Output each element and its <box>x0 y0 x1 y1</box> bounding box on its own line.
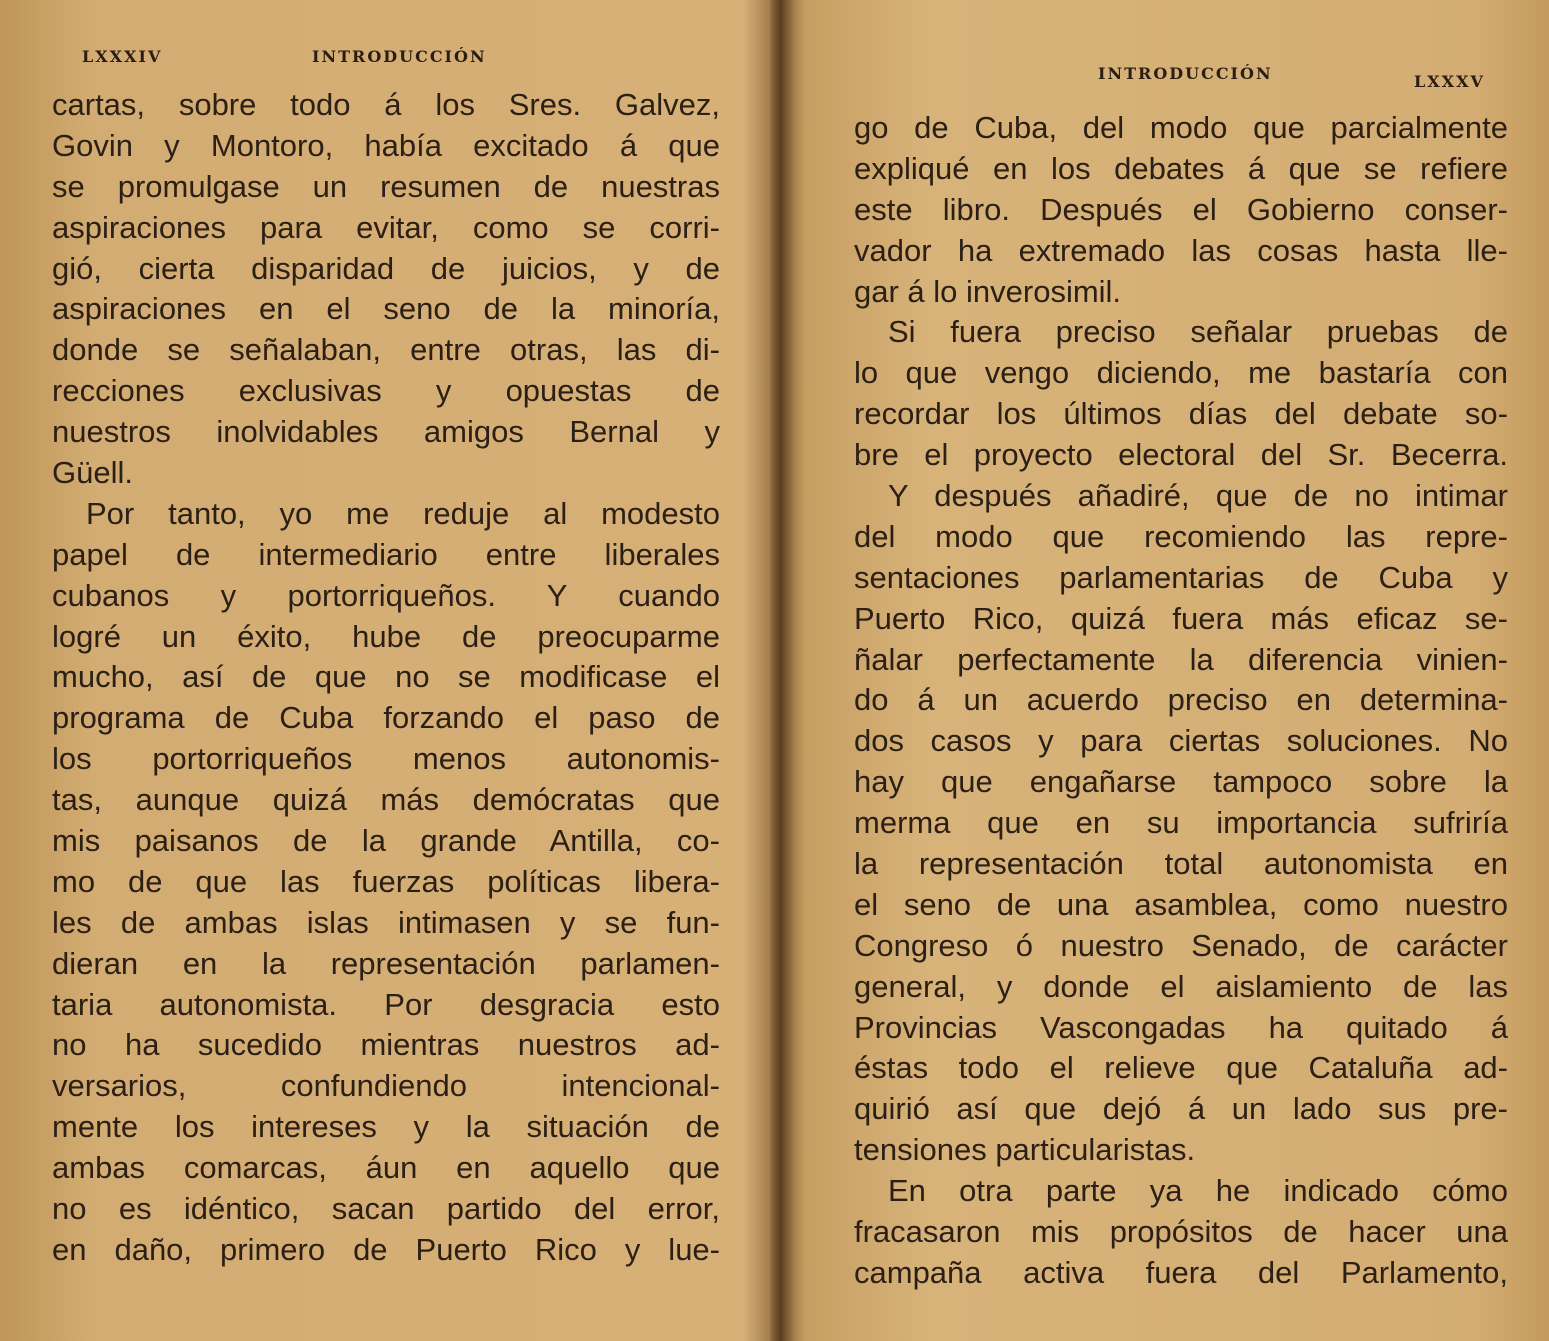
text-line: Si fuera preciso señalar pruebas de <box>888 314 1508 350</box>
text-line: programa de Cuba forzando el paso de <box>52 700 720 736</box>
text-line: versarios, confundiendo intencional- <box>52 1068 720 1104</box>
text-line: papel de intermediario entre liberales <box>52 536 720 572</box>
right-folio: LXXXV <box>1414 72 1485 91</box>
text-line: ambas comarcas, áun en aquello que <box>52 1150 720 1186</box>
text-line: éstas todo el relieve que Cataluña ad- <box>854 1050 1508 1086</box>
text-line: Y después añadiré, que de no intimar <box>888 478 1508 514</box>
text-line: tas, aunque quizá más demócratas que <box>52 782 720 818</box>
text-line: hay que engañarse tampoco sobre la <box>854 764 1508 800</box>
text-line: Puerto Rico, quizá fuera más eficaz se- <box>854 600 1508 636</box>
text-line: expliqué en los debates á que se refiere <box>854 150 1508 186</box>
text-line: En otra parte ya he indicado cómo <box>888 1173 1508 1209</box>
text-line: Govin y Montoro, había excitado á que <box>52 127 720 163</box>
text-line: del modo que recomiendo las repre- <box>854 518 1508 554</box>
text-line: mo de que las fuerzas políticas libera- <box>52 863 720 899</box>
text-line: merma que en su importancia sufriría <box>854 805 1508 841</box>
text-line: la representación total autonomista en <box>854 846 1508 882</box>
text-line: se promulgase un resumen de nuestras <box>52 168 720 204</box>
text-line: Por tanto, yo me reduje al modesto <box>86 495 720 531</box>
right-body-text <box>854 108 1508 1294</box>
text-line: taria autonomista. Por desgracia esto <box>52 986 720 1022</box>
right-page <box>790 0 1549 1341</box>
text-line: campaña activa fuera del Parlamento, <box>854 1254 1508 1290</box>
text-line: en daño, primero de Puerto Rico y lue- <box>52 1231 720 1267</box>
text-line: nuestros inolvidables amigos Bernal y <box>52 414 720 450</box>
text-line: no es idéntico, sacan partido del error, <box>52 1191 720 1227</box>
text-line: dos casos y para ciertas soluciones. No <box>854 723 1508 759</box>
text-line: tensiones particularistas. <box>854 1132 1196 1168</box>
text-line: gió, cierta disparidad de juicios, y de <box>52 250 720 286</box>
text-line: vador ha extremado las cosas hasta lle- <box>854 232 1508 268</box>
text-line: mente los intereses y la situación de <box>52 1109 720 1145</box>
text-line: Provincias Vascongadas ha quitado á <box>854 1009 1508 1045</box>
text-line: aspiraciones para evitar, como se corri- <box>52 209 720 245</box>
text-line: Congreso ó nuestro Senado, de carácter <box>854 927 1508 963</box>
text-line: cubanos y portorriqueños. Y cuando <box>52 577 720 613</box>
text-line: recordar los últimos días del debate so- <box>854 396 1508 432</box>
left-body-text <box>52 85 720 1271</box>
text-line: go de Cuba, del modo que parcialmente <box>854 110 1508 145</box>
text-line: quirió así que dejó á un lado sus pre- <box>854 1091 1508 1127</box>
text-line: sentaciones parlamentarias de Cuba y <box>854 559 1508 595</box>
text-line: no ha sucedido mientras nuestros ad- <box>52 1027 720 1063</box>
text-line: aspiraciones en el seno de la minoría, <box>52 291 720 327</box>
text-line: este libro. Después el Gobierno conser- <box>854 191 1508 227</box>
text-line: recciones exclusivas y opuestas de <box>52 373 720 409</box>
text-line: los portorriqueños menos autonomis- <box>52 741 720 777</box>
text-line: lo que vengo diciendo, me bastaría con <box>854 355 1508 391</box>
text-line: donde se señalaban, entre otras, las di- <box>52 332 720 368</box>
text-line: cartas, sobre todo á los Sres. Galvez, <box>52 87 720 122</box>
right-running-head: INTRODUCCIÓN <box>1098 64 1273 83</box>
text-line: dieran en la representación parlamen- <box>52 945 720 981</box>
text-line: mucho, así de que no se modificase el <box>52 659 720 695</box>
left-running-head: INTRODUCCIÓN <box>312 47 487 66</box>
text-line: do á un acuerdo preciso en determina- <box>854 682 1508 718</box>
text-line: ñalar perfectamente la diferencia vinien- <box>854 641 1508 677</box>
text-line: mis paisanos de la grande Antilla, co- <box>52 823 720 859</box>
text-line: logré un éxito, hube de preocuparme <box>52 618 720 654</box>
text-line: el seno de una asamblea, como nuestro <box>854 886 1508 922</box>
text-line: les de ambas islas intimasen y se fun- <box>52 904 720 940</box>
text-line: general, y donde el aislamiento de las <box>854 968 1508 1004</box>
text-line: fracasaron mis propósitos de hacer una <box>854 1214 1508 1250</box>
text-line: gar á lo inverosimil. <box>854 273 1122 309</box>
text-line: bre el proyecto electoral del Sr. Becerra. <box>854 437 1508 473</box>
text-line: Güell. <box>52 455 133 491</box>
left-folio: LXXXIV <box>82 47 163 66</box>
